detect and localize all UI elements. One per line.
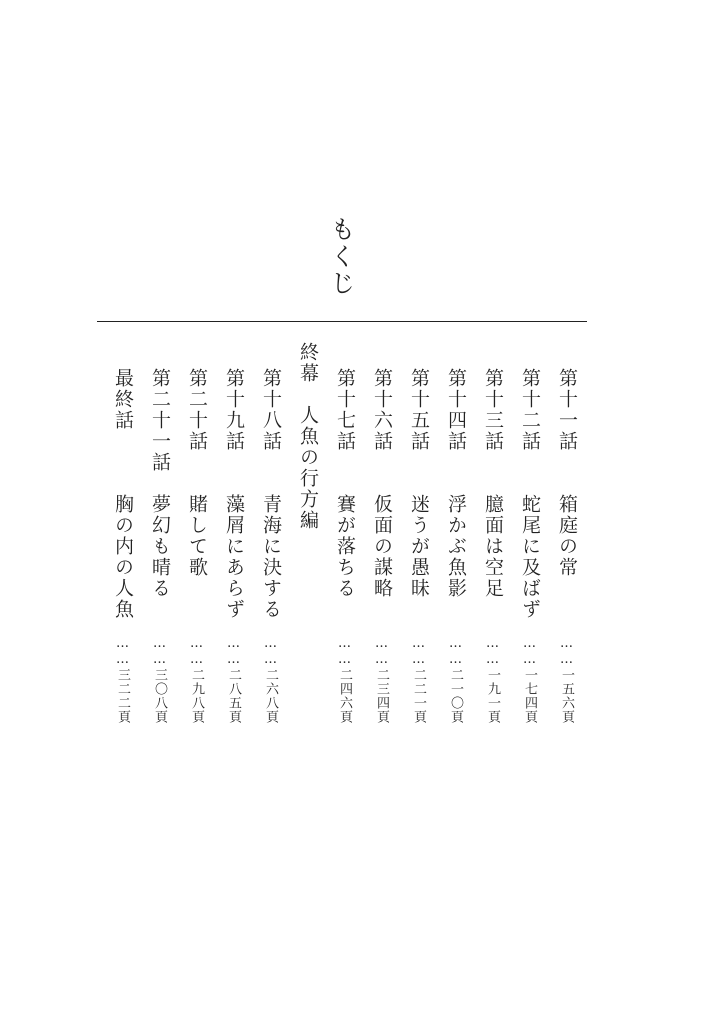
chapter-title: 迷うが愚昧 xyxy=(408,494,430,599)
page-title: もくじ xyxy=(327,216,356,297)
chapter-page: ……一五六頁 xyxy=(559,636,574,724)
toc-entry[interactable] xyxy=(326,340,363,760)
chapter-page: ……二一〇頁 xyxy=(448,636,463,724)
chapter-title: 仮面の謀略 xyxy=(371,494,393,599)
chapter-number: 第十七話 xyxy=(334,368,356,452)
toc-entry[interactable] xyxy=(104,340,141,760)
toc-entry[interactable] xyxy=(141,340,178,760)
chapter-title: 蛇尾に及ばず xyxy=(519,494,541,620)
chapter-title: 賭して歌 xyxy=(186,494,208,578)
chapter-page: ……二三四頁 xyxy=(374,636,389,724)
toc-section xyxy=(289,340,326,760)
chapter-number: 第十八話 xyxy=(260,368,282,452)
chapter-page: ……一九一頁 xyxy=(485,636,500,724)
chapter-page: ……三〇八頁 xyxy=(152,636,167,724)
chapter-page: ……二八五頁 xyxy=(226,636,241,724)
chapter-title: 青海に決する xyxy=(260,494,282,620)
toc-entry[interactable] xyxy=(548,340,585,760)
chapter-number: 第二十一話 xyxy=(149,368,171,473)
table-of-contents xyxy=(104,340,585,760)
chapter-number: 第十一話 xyxy=(556,368,578,452)
chapter-number: 第十五話 xyxy=(408,368,430,452)
toc-entry[interactable] xyxy=(363,340,400,760)
chapter-title: 浮かぶ魚影 xyxy=(445,494,467,599)
toc-entry[interactable] xyxy=(215,340,252,760)
chapter-number: 第二十話 xyxy=(186,368,208,452)
toc-entry[interactable] xyxy=(178,340,215,760)
chapter-number: 第十三話 xyxy=(482,368,504,452)
toc-entry[interactable] xyxy=(437,340,474,760)
chapter-page: ……二四六頁 xyxy=(337,636,352,724)
chapter-page: ……三二二頁 xyxy=(115,636,130,724)
chapter-number: 第十六話 xyxy=(371,368,393,452)
chapter-title: 賽が落ちる xyxy=(334,494,356,599)
chapter-page: ……二二一頁 xyxy=(411,636,426,724)
toc-entry[interactable] xyxy=(474,340,511,760)
chapter-page: ……二九八頁 xyxy=(189,636,204,724)
chapter-number: 第十二話 xyxy=(519,368,541,452)
chapter-title: 藻屑にあらず xyxy=(223,494,245,620)
chapter-title: 胸の内の人魚 xyxy=(112,494,134,620)
chapter-title: 夢幻も晴る xyxy=(149,494,171,599)
chapter-title: 臆面は空足 xyxy=(482,494,504,599)
section-heading: 終幕 人魚の行方編 xyxy=(297,342,319,531)
toc-entry[interactable] xyxy=(252,340,289,760)
chapter-number: 第十四話 xyxy=(445,368,467,452)
toc-entry[interactable] xyxy=(400,340,437,760)
title-divider xyxy=(97,321,587,322)
toc-entry[interactable] xyxy=(511,340,548,760)
chapter-page: ……一七四頁 xyxy=(522,636,537,724)
chapter-title: 箱庭の常 xyxy=(556,494,578,578)
chapter-page: ……二六八頁 xyxy=(263,636,278,724)
chapter-number: 最終話 xyxy=(112,368,134,431)
chapter-number: 第十九話 xyxy=(223,368,245,452)
